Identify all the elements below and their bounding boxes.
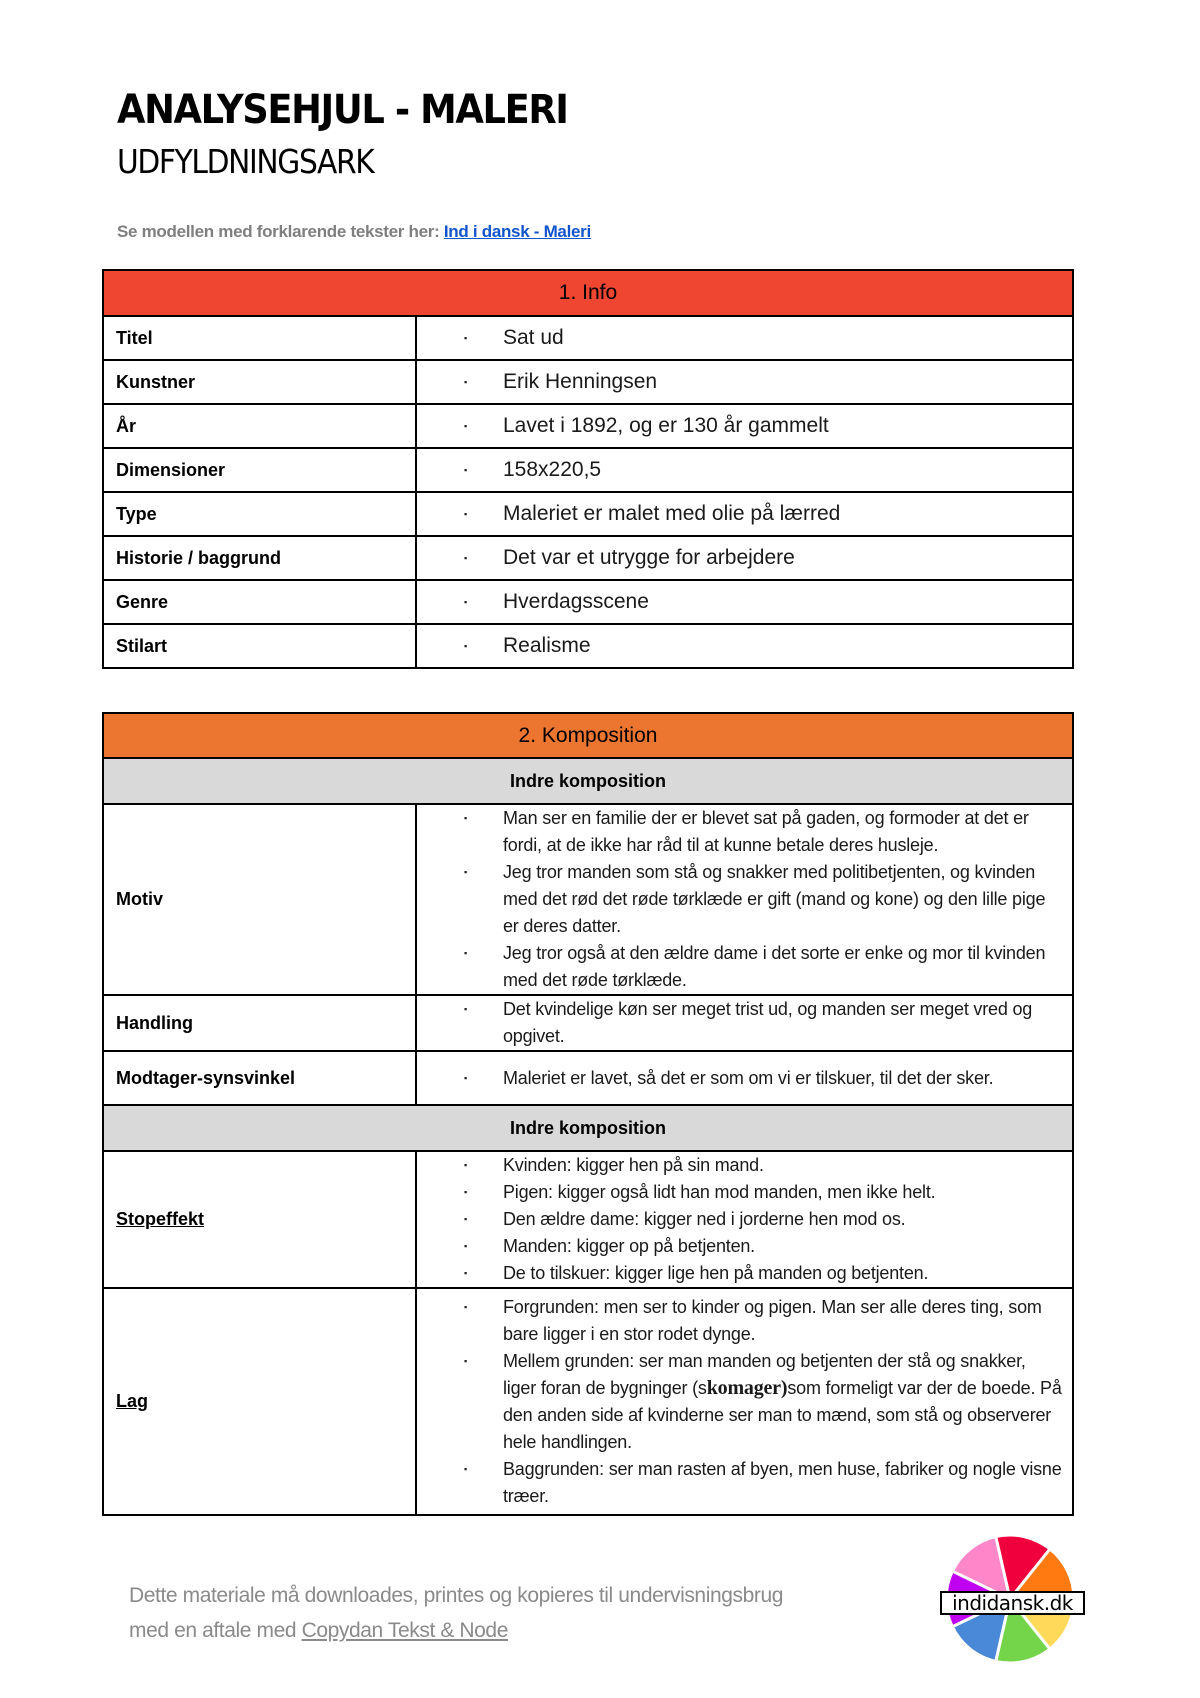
info-value bbox=[416, 624, 1073, 668]
row-lag bbox=[103, 1288, 1073, 1515]
info-row bbox=[103, 536, 1073, 580]
info-row bbox=[103, 580, 1073, 624]
komposition-heading: 2. Komposition bbox=[103, 713, 1073, 758]
info-value-text: ▪ Det var et utrygge for arbejdere bbox=[417, 543, 1062, 573]
intro-text: Se modellen med forklarende tekster her: bbox=[117, 222, 444, 241]
model-link[interactable]: Ind i dansk - Maleri bbox=[443, 222, 591, 241]
info-value bbox=[416, 316, 1073, 360]
indre-komposition-subheading: Indre komposition bbox=[103, 758, 1073, 804]
footer-license bbox=[129, 1578, 783, 1648]
info-value bbox=[416, 492, 1073, 536]
bullet-item: ▪ Det kvindelige køn ser meget trist ud, og manden ser meget vred og opgivet. bbox=[417, 996, 1062, 1050]
value-stopeffekt bbox=[416, 1151, 1073, 1288]
info-value-text: ▪ Erik Henningsen bbox=[417, 367, 1062, 397]
info-label: Kunstner bbox=[103, 360, 416, 404]
bullet-item: ▪ De to tilskuer: kigger lige hen på manden og betjenten. bbox=[417, 1260, 1062, 1287]
row-motiv bbox=[103, 804, 1073, 995]
info-value-text: ▪ Sat ud bbox=[417, 323, 1062, 353]
info-label: Stilart bbox=[103, 624, 416, 668]
bullet-item: ▪ Jeg tror manden som stå og snakker med politibetjenten, og kvinden med det rød det røde tørklæde er gift (mand og kone) og den lille pige er deres datter. bbox=[417, 859, 1062, 940]
page-title: ANALYSEHJUL - MALERI bbox=[117, 87, 568, 133]
bullet-item: ▪ Kvinden: kigger hen på sin mand. bbox=[417, 1152, 1062, 1179]
bullet-item: ▪ Man ser en familie der er blevet sat på gaden, og formoder at det er fordi, at de ikke har råd til at kunne betale deres husleje. bbox=[417, 805, 1062, 859]
intro-line bbox=[117, 222, 591, 242]
copydan-link[interactable]: Copydan Tekst & Node bbox=[301, 1619, 508, 1642]
komposition-table bbox=[102, 712, 1074, 1516]
info-value-text: ▪ Hverdagsscene bbox=[417, 587, 1062, 617]
value-lag bbox=[416, 1288, 1073, 1515]
info-label: Dimensioner bbox=[103, 448, 416, 492]
label-stopeffekt: Stopeffekt bbox=[103, 1151, 416, 1288]
info-row bbox=[103, 448, 1073, 492]
logo-text: indidansk.dk bbox=[940, 1591, 1085, 1615]
info-value bbox=[416, 448, 1073, 492]
info-value bbox=[416, 360, 1073, 404]
value-modtager-synsvinkel bbox=[416, 1051, 1073, 1105]
indre-komposition-subheading-2: Indre komposition bbox=[103, 1105, 1073, 1151]
bullet-item: ▪ Jeg tror også at den ældre dame i det sorte er enke og mor til kvinden med det røde tørklæde. bbox=[417, 940, 1062, 994]
label-modtager-synsvinkel: Modtager-synsvinkel bbox=[103, 1051, 416, 1105]
info-value bbox=[416, 404, 1073, 448]
info-label: Type bbox=[103, 492, 416, 536]
row-modtager bbox=[103, 1051, 1073, 1105]
info-row bbox=[103, 624, 1073, 668]
info-label: Historie / baggrund bbox=[103, 536, 416, 580]
info-row bbox=[103, 360, 1073, 404]
bullet-item: ▪ Pigen: kigger også lidt han mod manden, men ikke helt. bbox=[417, 1179, 1062, 1206]
bullet-item: ▪ Forgrunden: men ser to kinder og pigen. Man ser alle deres ting, som bare ligger i en stor rodet dynge. bbox=[417, 1294, 1062, 1348]
label-motiv: Motiv bbox=[103, 804, 416, 995]
value-handling bbox=[416, 995, 1073, 1051]
indidansk-logo[interactable] bbox=[940, 1533, 1085, 1665]
value-motiv bbox=[416, 804, 1073, 995]
info-value-text: ▪ Lavet i 1892, og er 130 år gammelt bbox=[417, 411, 1062, 441]
footer-line-2: med en aftale med Copydan Tekst & Node bbox=[129, 1619, 508, 1642]
info-value bbox=[416, 580, 1073, 624]
bullet-item: ▪ Maleriet er lavet, så det er som om vi er tilskuer, til det der sker. bbox=[417, 1065, 1062, 1092]
label-handling: Handling bbox=[103, 995, 416, 1051]
label-lag: Lag bbox=[103, 1288, 416, 1515]
info-label: Titel bbox=[103, 316, 416, 360]
info-row bbox=[103, 492, 1073, 536]
info-row bbox=[103, 404, 1073, 448]
info-value-text: ▪ Realisme bbox=[417, 631, 1062, 661]
info-value-text: ▪ Maleriet er malet med olie på lærred bbox=[417, 499, 1062, 529]
bullet-item: ▪ Baggrunden: ser man rasten af byen, men huse, fabriker og nogle visne træer. bbox=[417, 1456, 1062, 1510]
info-value bbox=[416, 536, 1073, 580]
info-table bbox=[102, 269, 1074, 669]
bullet-item: ▪ Mellem grunden: ser man manden og betjenten der stå og snakker, liger foran de bygninger (skomager)som formeligt var der de boede. På den anden side af kvinderne ser man to mænd, som stå og observerer hele handlingen. bbox=[417, 1348, 1062, 1456]
page-subtitle: UDFYLDNINGSARK bbox=[117, 142, 374, 181]
info-value-text: ▪ 158x220,5 bbox=[417, 455, 1062, 485]
row-stopeffekt bbox=[103, 1151, 1073, 1288]
footer-line-1: Dette materiale må downloades, printes og kopieres til undervisningsbrug bbox=[129, 1584, 784, 1607]
info-label: Genre bbox=[103, 580, 416, 624]
info-label: År bbox=[103, 404, 416, 448]
bullet-item: ▪ Den ældre dame: kigger ned i jorderne hen mod os. bbox=[417, 1206, 1062, 1233]
row-handling bbox=[103, 995, 1073, 1051]
info-heading: 1. Info bbox=[103, 270, 1073, 316]
bullet-item: ▪ Manden: kigger op på betjenten. bbox=[417, 1233, 1062, 1260]
info-row bbox=[103, 316, 1073, 360]
